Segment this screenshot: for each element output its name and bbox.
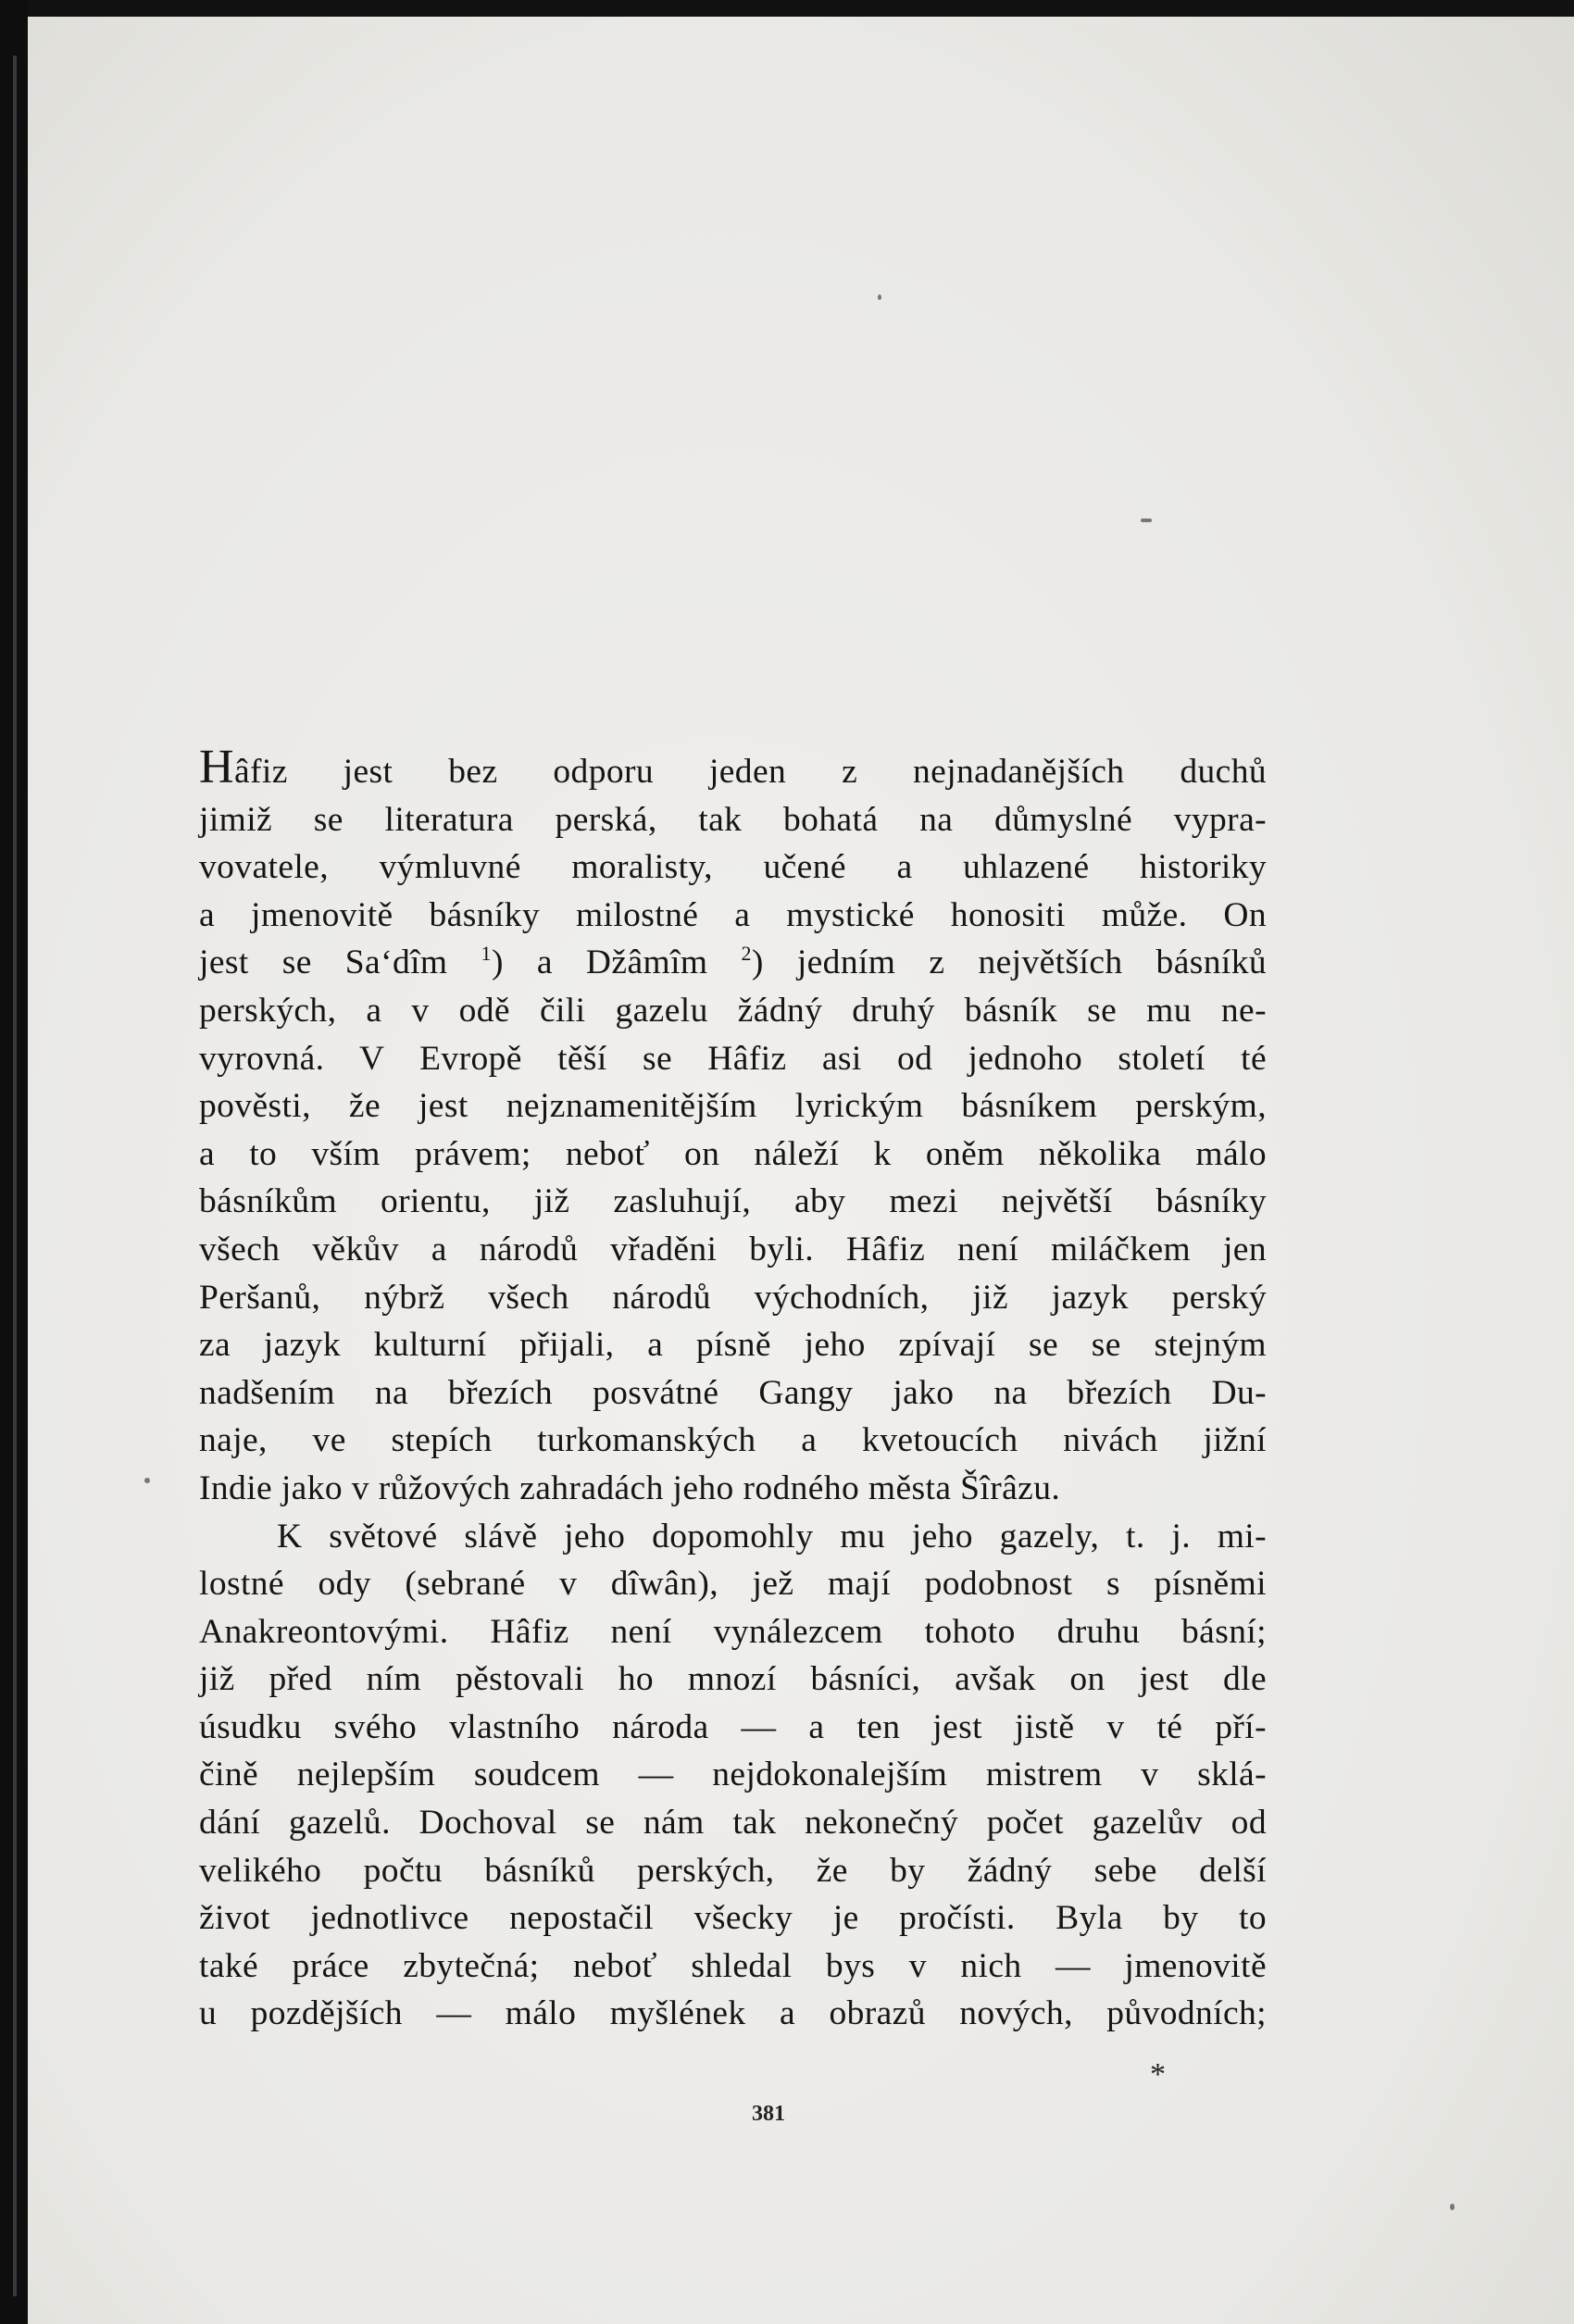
dust-speck [1450,2204,1455,2210]
binding-shadow [13,56,17,2296]
paragraph-1 [199,741,1267,1513]
line-text: jest se Sa‘dîm [199,943,481,982]
text-line: Indie jako v růžových zahradách jeho rodného města Šîrâzu. [199,1468,1061,1507]
dust-speck [878,294,881,300]
paragraph-2 [199,1513,1267,2039]
text-line: za jazyk kulturní přijali, a písně jeho zpívají se se stejným [199,1326,1267,1365]
text-line: a jmenovitě básníky milostné a mystické honositi může. On [199,895,1267,934]
line-text: ) jedním z největších básníků [751,943,1267,982]
dust-speck [1141,519,1152,522]
scan-top-edge [0,0,1574,17]
text-line: K světové slávě jeho dopomohly mu jeho gazely, t. j. mi- [277,1517,1267,1556]
text-line: vovatele, výmluvné moralisty, učené a uhlazené historiky [199,848,1267,887]
text-line: již před ním pěstovali ho mnozí básníci, avšak on jest dle [199,1660,1267,1699]
text-line: perských, a v odě čili gazelu žádný druhý básník se mu ne- [199,991,1267,1030]
text-line: velikého počtu básníků perských, že by žádný sebe delší [199,1851,1267,1890]
text-line: život jednotlivce nepostačil všecky je pročísti. Byla by to [199,1899,1267,1938]
text-line: jimiž se literatura perská, tak bohatá na důmyslné vypra- [199,800,1267,839]
footnote-ref-1: 1 [481,942,492,966]
text-line [199,741,1267,796]
text-line: pověsti, že jest nejznamenitějším lyrickým básníkem perským, [199,1087,1267,1126]
page-number: 381 [752,2102,785,2126]
text-line: úsudku svého vlastního národa — a ten jest jistě v té pří- [199,1707,1267,1746]
text-line: dání gazelů. Dochoval se nám tak nekonečný počet gazelův od [199,1804,1267,1843]
drop-cap: H [199,741,234,793]
footnote-ref-2: 2 [741,942,752,966]
text-line: Peršanů, nýbrž všech národů východních, již jazyk perský [199,1278,1267,1317]
text-line: u pozdějších — málo myšlének a obrazů nových, původních; [199,1994,1267,2033]
text-line: Anakreontovými. Hâfiz není vynálezcem tohoto druhu básní; [199,1612,1267,1651]
text-line: také práce zbytečná; neboť shledal bys v nich — jmenovitě [199,1946,1267,1985]
line-text: âfiz jest bez odporu jeden z nejnadanějších duchů [233,753,1267,791]
text-line [199,939,1267,987]
text-line: básníkům orientu, již zasluhují, aby mezi největší básníky [199,1182,1267,1221]
signature-mark: * [1150,2057,1166,2092]
body-text [199,741,1267,2038]
dust-speck [144,1478,150,1483]
text-line: nadšením na březích posvátné Gangy jako na březích Du- [199,1373,1267,1412]
line-text: ) a Džâmîm [491,943,742,982]
text-line: všech věkův a národů vřaděni byli. Hâfiz není miláčkem jen [199,1230,1267,1268]
text-line: vyrovná. V Evropě těší se Hâfiz asi od jednoho století té [199,1039,1267,1078]
text-line: naje, ve stepích turkomanských a kvetoucích nivách jižní [199,1421,1267,1460]
text-line: čině nejlepším soudcem — nejdokonalejším mistrem v sklá- [199,1755,1267,1794]
text-line: a to vším právem; neboť on náleží k oněm několika málo [199,1134,1267,1173]
text-line: lostné ody (sebrané v dîwân), jež mají podobnost s písněmi [199,1565,1267,1604]
